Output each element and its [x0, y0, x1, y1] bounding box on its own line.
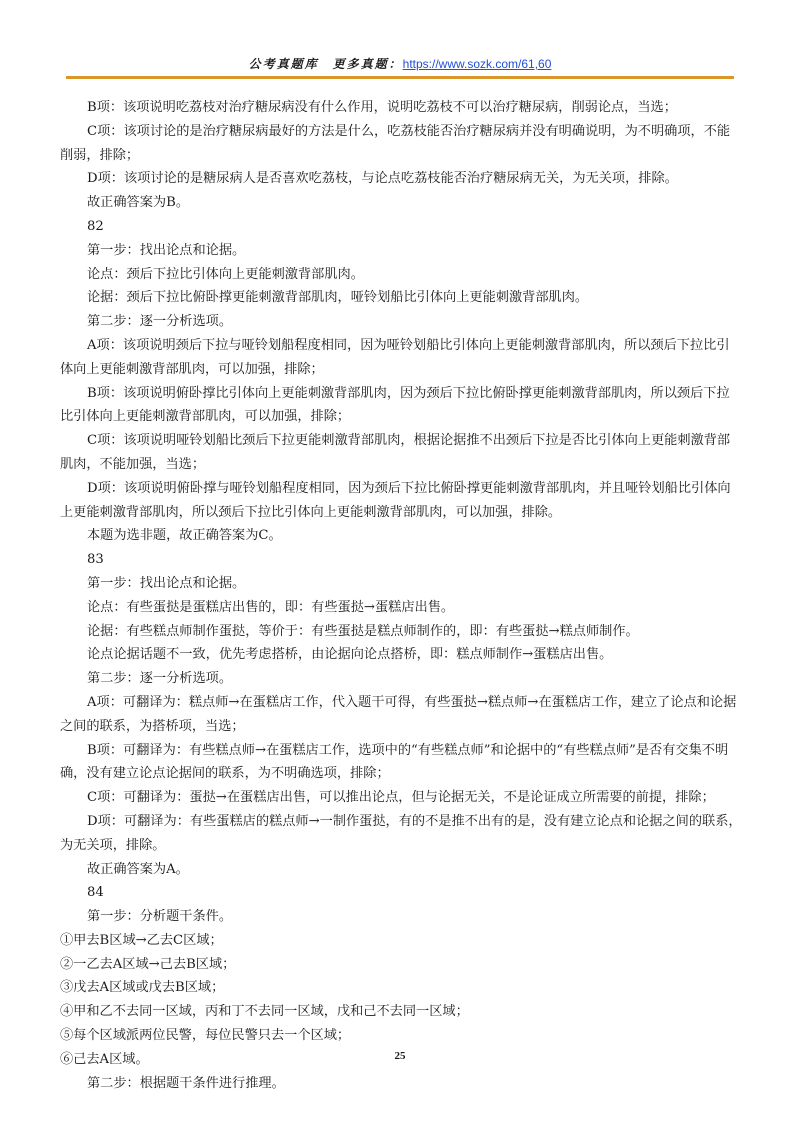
header-url-link[interactable]: https://www.sozk.com/61,60: [402, 57, 552, 71]
body-line: 第一步：找出论点和论据。: [87, 242, 246, 258]
header-rule: [66, 76, 734, 79]
body-line: B项：该项说明俯卧撑比引体向上更能刺激背部肌肉，因为颈后下拉比俯卧撑更能刺激背部肌肉，所以颈后下拉比引体向上更能刺激背部肌肉，可以加强，排除；: [60, 385, 730, 425]
body-line: ③戊去A区域或戊去B区域；: [60, 980, 225, 996]
body-line: C项：该项说明哑铃划船比颈后下拉更能刺激背部肌肉，根据论据推不出颈后下拉是否比引体向上更能刺激背部肌肉，不能加强，当选；: [60, 433, 731, 472]
body-line: 82: [87, 218, 104, 234]
body-line: 第二步：逐一分析选项。: [87, 314, 233, 330]
header-more-label: 更多真题：: [332, 57, 403, 71]
body-line: 第二步：逐一分析选项。: [87, 671, 233, 687]
body-line: 第二步：根据题干条件进行推理。: [87, 1075, 285, 1091]
body-line: ①甲去B区域→乙去C区域；: [60, 932, 223, 948]
body-line: B项：该项说明吃荔枝对治疗糖尿病没有什么作用，说明吃荔枝不可以治疗糖尿病，削弱论点，当选；: [87, 100, 677, 115]
body-line: C项：可翻译为：蛋挞→在蛋糕店出售，可以推出论点，但与论据无关，不是论证成立所需要的前提，排除；: [87, 790, 715, 806]
body-line: ④甲和乙不去同一区域，丙和丁不去同一区域，戊和己不去同一区域；: [60, 1004, 469, 1020]
body-line: A项：该项说明颈后下拉与哑铃划船程度相同，因为哑铃划船比引体向上更能刺激背部肌肉，所以颈后下拉比引体向上更能刺激背部肌肉，可以加强，排除；: [60, 337, 730, 377]
page-body: [60, 96, 742, 1095]
body-line: 第一步：找出论点和论据。: [87, 575, 246, 591]
body-line: 84: [87, 885, 104, 901]
body-line: 论据：有些糕点师制作蛋挞，等价于：有些蛋挞是糕点师制作的，即：有些蛋挞→糕点师制作。: [87, 623, 639, 639]
body-line: ⑥己去A区域。: [60, 1051, 149, 1067]
body-line: B项：可翻译为：有些糕点师→在蛋糕店工作，选项中的“有些糕点师”和论据中的“有些糕点师”是否有交集不明确，没有建立论点论据间的联系，为不明确选项，排除；: [60, 742, 729, 782]
body-line: 论点论据话题不一致，优先考虑搭桥，由论据向论点搭桥，即：糕点师制作→蛋糕店出售。: [87, 647, 613, 663]
body-line: ②一乙去A区域→己去B区域；: [60, 956, 236, 972]
body-line: D项：可翻译为：有些蛋糕店的糕点师→一制作蛋挞，有的不是推不出有的是，没有建立论点和论据之间的联系，为无关项，排除。: [60, 813, 742, 853]
header-brand: 公考真题库: [248, 57, 319, 71]
body-line: C项：该项讨论的是治疗糖尿病最好的方法是什么，吃荔枝能否治疗糖尿病并没有明确说明，为不明确项，不能削弱，排除；: [60, 123, 731, 163]
body-line: 83: [87, 552, 104, 568]
body-line: 论点：有些蛋挞是蛋糕店出售的，即：有些蛋挞→蛋糕店出售。: [87, 599, 455, 615]
body-line: 论据：颈后下拉比俯卧撑更能刺激背部肌肉，哑铃划船比引体向上更能刺激背部肌肉。: [87, 290, 589, 306]
body-line: 故正确答案为A。: [87, 861, 189, 877]
body-line: ⑤每个区域派两位民警，每位民警只去一个区域；: [60, 1028, 351, 1044]
page-header: [0, 56, 800, 72]
body-line: D项：该项讨论的是糖尿病人是否喜欢吃荔枝，与论点吃荔枝能否治疗糖尿病无关，为无关项，排除。: [87, 171, 678, 187]
body-line: 第一步：分析题干条件。: [87, 909, 233, 925]
body-line: 故正确答案为B。: [87, 195, 190, 211]
page-number: 25: [394, 1050, 406, 1062]
body-line: A项：可翻译为：糕点师→在蛋糕店工作，代入题干可得，有些蛋挞→糕点师→在蛋糕店工作，建立了论点和论据之间的联系，为搭桥项，当选；: [60, 694, 737, 734]
body-line: D项：该项说明俯卧撑与哑铃划船程度相同，因为颈后下拉比俯卧撑更能刺激背部肌肉，并且哑铃划船比引体向上更能刺激背部肌肉，所以颈后下拉比引体向上更能刺激背部肌肉，可以加强，排除。: [60, 480, 731, 520]
body-line: 本题为选非题，故正确答案为C。: [87, 528, 282, 544]
body-line: 论点：颈后下拉比引体向上更能刺激背部肌肉。: [87, 266, 364, 282]
